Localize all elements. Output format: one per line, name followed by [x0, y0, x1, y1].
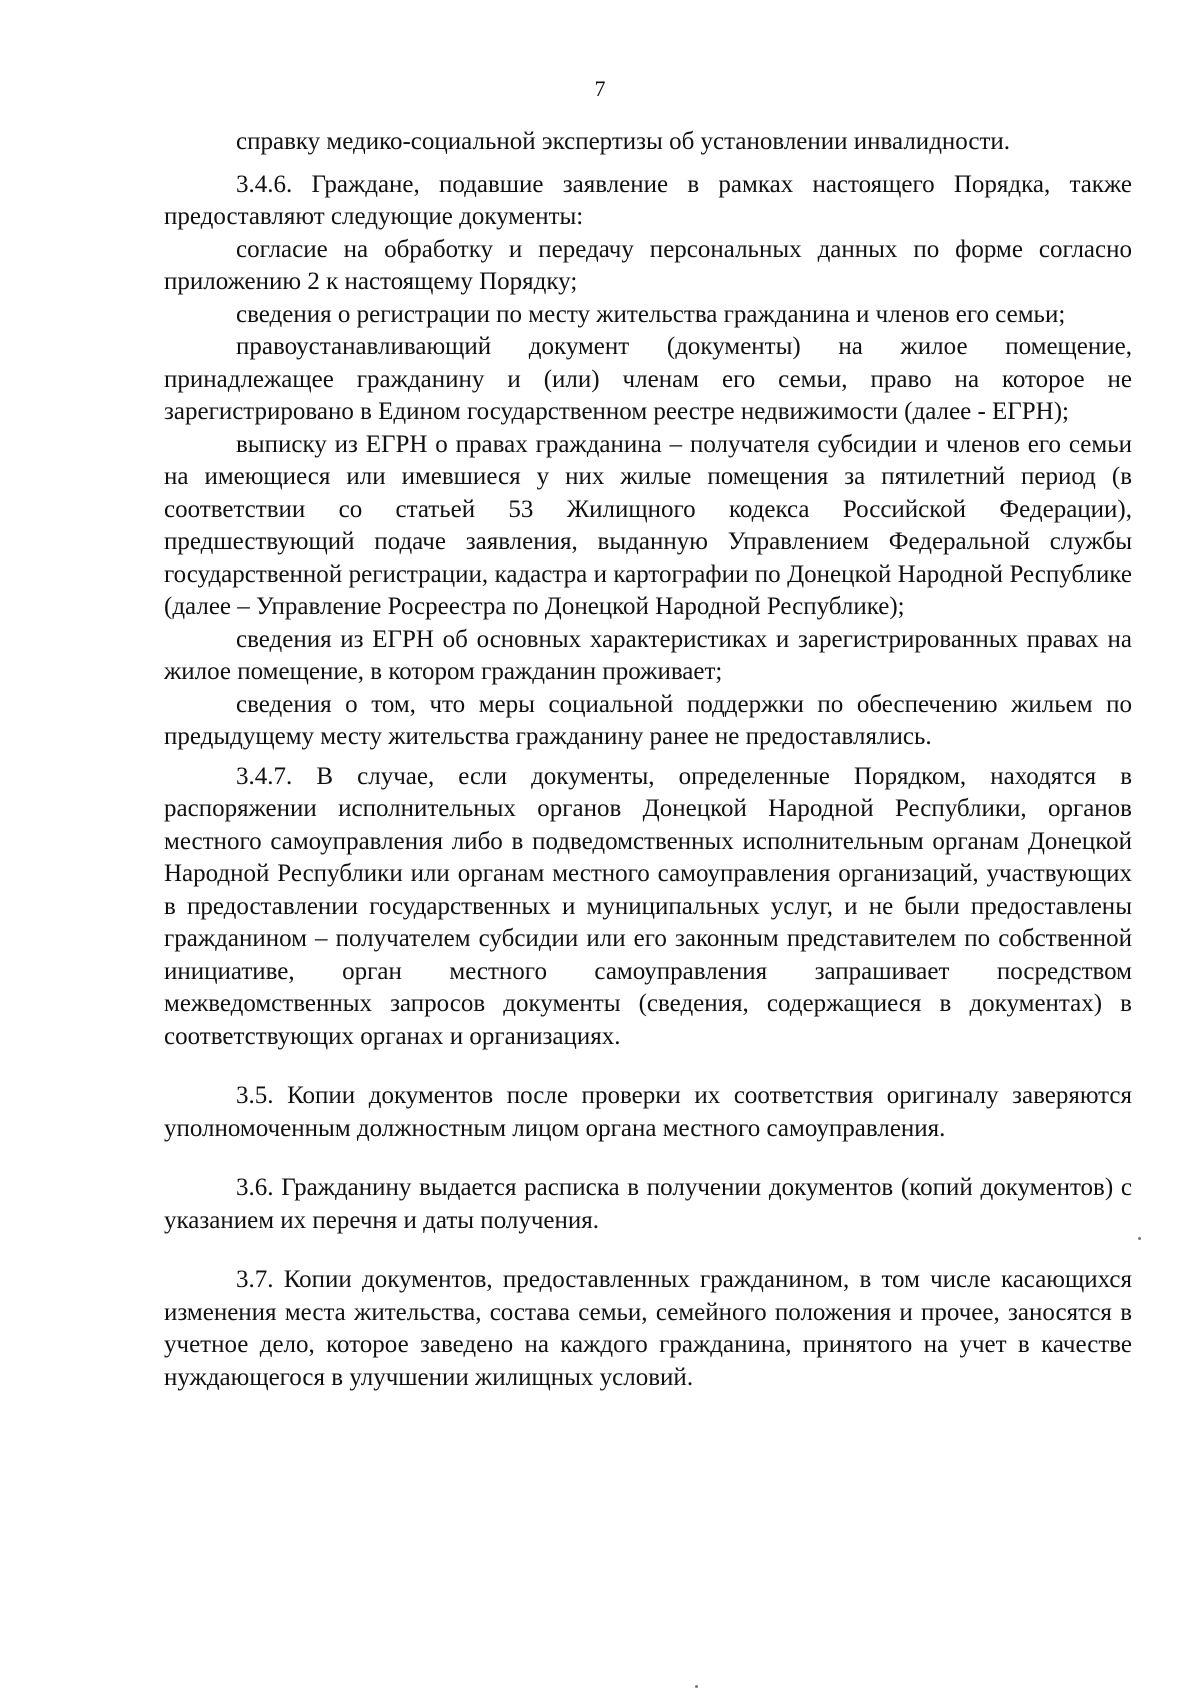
scan-speck [1138, 1237, 1141, 1240]
list-item-egrn-extract: выписку из ЕГРН о правах гражданина – получателя субсидии и членов его семьи на имеющиеся или имевшиеся у них жилые помещения за пятилетний период (в соответствии со статьей 53 Жилищного кодекса Российской Федерации), предшествующий подаче заявления, выданную Управлением Федеральной службы государственной регистрации, кадастра и картографии по Донецкой Народной Республике (далее – Управление Росреестра по Донецкой Народной Республике); [164, 430, 1132, 620]
paragraph-3-5: 3.5. Копии документов после проверки их соответствия оригиналу заверяются уполномоченным должностным лицом органа местного самоуправления. [164, 1082, 1132, 1142]
document-body [164, 126, 1132, 1394]
list-item-registration-info: сведения о регистрации по месту жительства гражданина и членов его семьи; [236, 300, 1066, 328]
paragraph-3-4-7: 3.4.7. В случае, если документы, определенные Порядком, находятся в распоряжении исполнительных органов Донецкой Народной Республики, органов местного самоуправления либо в подведомственных исполнительным органам Донецкой Народной Республики или органам местного самоуправления организаций, участвующих в предоставлении государственных и муниципальных услуг, и не были предоставлены гражданином – получателем субсидии или его законным представителем по собственной инициативе, орган местного самоуправления запрашивает посредством межведомственных запросов документы (сведения, содержащиеся в документах) в соответствующих органах и организациях. [164, 762, 1132, 1050]
list-item-egrn-characteristics: сведения из ЕГРН об основных характеристиках и зарегистрированных правах на жилое помещение, в котором гражданин проживает; [164, 625, 1132, 685]
paragraph-3-6: 3.6. Гражданину выдается расписка в получении документов (копий документов) с указанием их перечня и даты получения. [164, 1174, 1132, 1234]
paragraph-3-4-6: 3.4.6. Граждане, подавшие заявление в рамках настоящего Порядка, также предоставляют следующие документы: [164, 170, 1132, 230]
list-item-consent: согласие на обработку и передачу персональных данных по форме согласно приложению 2 к настоящему Порядку; [164, 235, 1132, 295]
list-item-no-prior-support: сведения о том, что меры социальной поддержки по обеспечению жильем по предыдущему месту жительства гражданину ранее не предоставлялись. [164, 690, 1132, 750]
list-item-title-document: правоустанавливающий документ (документы) на жилое помещение, принадлежащее гражданину и (или) членам его семьи, право на которое не зарегистрировано в Едином государственном реестре недвижимости (далее - ЕГРН); [164, 333, 1132, 425]
scan-speck [695, 1685, 698, 1688]
page-number: 7 [594, 76, 606, 101]
paragraph-3-7: 3.7. Копии документов, предоставленных гражданином, в том числе касающихся изменения места жительства, состава семьи, семейного положения и прочее, заносятся в учетное дело, которое заведено на каждого гражданина, принятого на учет в качестве нуждающегося в улучшении жилищных условий. [164, 1266, 1132, 1391]
paragraph-disability-certificate: справку медико-социальной экспертизы об установлении инвалидности. [236, 128, 1011, 155]
